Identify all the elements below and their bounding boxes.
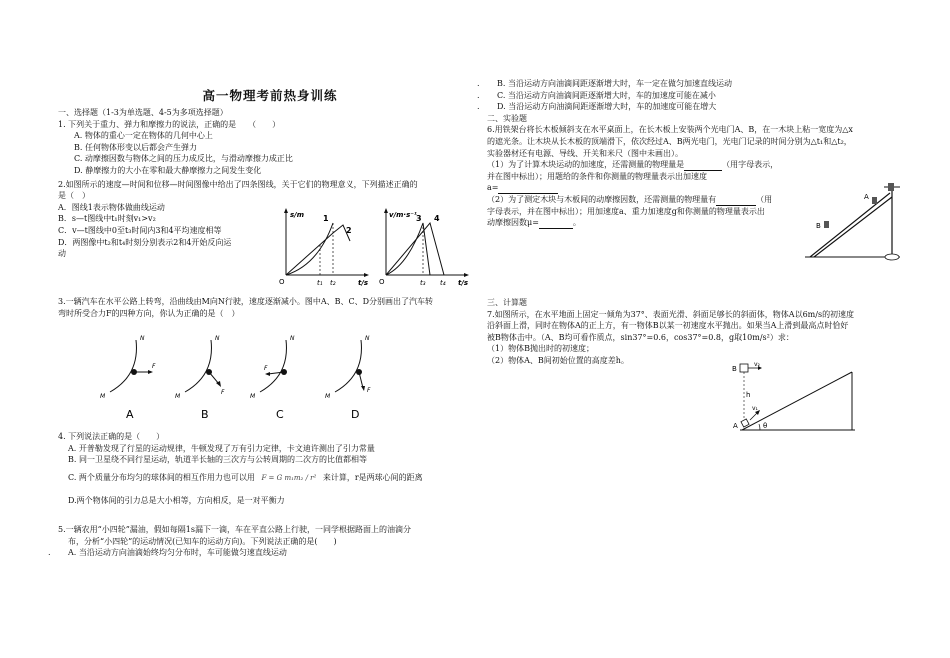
q6-mu-end: 。 <box>572 218 581 228</box>
q4-option-a: A. 开普勒发现了行星的运动规律，牛顿发现了万有引力定律，卡文迪许测出了引力常量 <box>68 443 375 453</box>
section-experiment-heading: 二、实验题 <box>487 113 527 123</box>
question-5 <box>48 524 473 559</box>
q5-option-d-text: D. 当沿运动方向油滴间距逐渐增大时，车的加速度可能在增大 <box>497 102 717 112</box>
q2-graphs <box>278 205 478 287</box>
q6-line9 <box>487 217 797 229</box>
q6-part2-text2: （用 <box>756 194 773 204</box>
q5-stem-line1: 5.一辆农用“小四轮”漏油，假如每隔1s漏下一滴，车在平直公路上行驶，一同学根据路面上的油滴分 <box>58 525 412 534</box>
v-t-line4-label: 4 <box>434 214 440 223</box>
q3-a-f: F <box>152 363 156 370</box>
q1-option-d: D. 静摩擦力的大小在零和最大静摩擦力之间发生变化 <box>74 165 262 175</box>
v-t-ylabel: v/m·s⁻¹ <box>389 211 417 219</box>
q6-blank-3[interactable] <box>716 198 756 206</box>
q6-blank-1[interactable] <box>684 163 722 171</box>
q5-stem-line2: 布，分析“小四轮”的运动情况(已知车的运动方向)。下列说法正确的是( ) <box>68 536 337 546</box>
q3-label-b: B <box>201 408 209 421</box>
q2-option-a: A．图线1表示物体做曲线运动 <box>58 202 165 212</box>
q6-line7 <box>487 194 797 206</box>
question-3 <box>58 296 473 319</box>
q3-d-n: N <box>365 335 370 342</box>
question-6 <box>487 124 853 228</box>
q5-option-a: . A. 当沿运动方向油滴始终均匀分布时，车可能做匀速直线运动 <box>48 548 287 558</box>
s-t-line1-label: 1 <box>323 214 329 223</box>
q3-option-a-figure <box>100 335 156 421</box>
q4-formula: F = G m₁m₂ / r² <box>261 473 317 482</box>
q7-line1: 7.如图所示，在水平地面上固定一倾角为37°、表面光滑、斜面足够长的斜面体，物体A以6m/s的初速度 <box>487 309 855 319</box>
q3-b-n: N <box>215 335 220 342</box>
q3-a-n: N <box>140 335 145 342</box>
v-t-xlabel: t/s <box>458 279 469 287</box>
q6-part2-text: （2）为了测定木块与木板间的动摩擦因数，还需测量的物理量有 <box>487 194 717 204</box>
q6-mu-label: 动摩擦因数μ= <box>487 218 539 228</box>
q1-option-c: C. 动摩擦因数与物体之间的压力成反比，与滑动摩擦力成正比 <box>74 154 293 164</box>
page-title: 高一物理考前热身训练 <box>202 88 338 103</box>
question-7 <box>487 297 900 367</box>
q2-option-c: C．v—t图线中0至t₃时间内3和4平均速度相等 <box>58 225 222 235</box>
s-t-t2: t₂ <box>330 279 336 287</box>
v-t-graph <box>379 208 469 287</box>
q4-option-b: B. 同一卫星绕不同行星运动，轨道半长轴的三次方与公转周期的二次方的比值都相等 <box>68 455 367 465</box>
s-t-graph <box>279 208 369 287</box>
gate-b-icon <box>824 221 829 228</box>
q5-option-b-text: B. 当沿运动方向油滴间距逐渐增大时，车一定在做匀加速直线运动 <box>497 79 732 88</box>
q7-label-b: B <box>732 365 737 373</box>
q3-label-c: C <box>276 408 284 421</box>
q2-option-b: B．s—t图线中t₁时刻v₁>v₂ <box>58 214 156 224</box>
q7-line4: （1）物体B抛出时的初速度； <box>487 344 594 354</box>
q1-option-a: A. 物体的重心一定在物体的几何中心上 <box>74 131 213 141</box>
s-t-ylabel: s/m <box>290 211 305 219</box>
section-calc-heading: 三、计算题 <box>487 298 527 307</box>
q3-c-n: N <box>290 335 295 342</box>
s-t-xlabel: t/s <box>358 279 369 287</box>
q6-blank-4[interactable] <box>539 221 573 229</box>
q3-c-m: M <box>250 393 256 400</box>
q5-option-c-text: C. 当沿运动方向油滴间距逐渐增大时，车的加速度可能在减小 <box>497 90 716 100</box>
q7-line3: 被B物体击中。（A、B均可看作质点，sin37°=0.6，cos37°=0.8，g取10m/s²）求： <box>487 332 794 342</box>
q7-label-theta: θ <box>763 422 768 430</box>
v-t-line3-label: 3 <box>416 214 422 223</box>
q3-d-f: F <box>367 387 371 394</box>
q6-label-a: A <box>864 193 869 201</box>
q6-part1-text2: （用字母表示， <box>722 160 779 170</box>
q6-a-label: a= <box>487 183 499 193</box>
q7-label-v2: v₂ <box>754 361 760 368</box>
q3-b-m: M <box>175 393 181 400</box>
q3-c-f: F <box>264 365 268 372</box>
q5-option-d: . D. 当沿运动方向油滴间距逐渐增大时，车的加速度可能在增大 <box>477 102 717 112</box>
q6-line8: 字母表示，并在图中标出）；用加速度a、重力加速度g和你测量的物理量表示出 <box>487 206 765 216</box>
q6-line3: 实验器材还有电源、导线、开关和米尺（图中未画出）。 <box>487 148 683 158</box>
question-1 <box>58 119 473 177</box>
q3-option-b-figure <box>175 335 225 421</box>
q7-incline-figure <box>730 362 860 437</box>
q2-stem-line1: 2.如图所示的速度—时间和位移—时间图像中给出了四条图线，关于它们的物理意义，下列描述正确的 <box>58 179 418 189</box>
question-4 <box>58 431 473 507</box>
v-t-t4: t₄ <box>440 279 446 287</box>
q3-option-d-figure <box>325 335 371 421</box>
q4-option-c-text: C. 两个质量分布均匀的球体间的相互作用力也可以用 <box>68 472 255 482</box>
s-t-origin: O <box>279 278 285 286</box>
q7-label-h: h <box>746 391 751 399</box>
q6-line2: 的遮光条。让木块从长木板的顶端滑下，依次经过A、B两光电门，光电门记录的时间分别为△t₁和△t₂， <box>487 136 852 146</box>
q6-line6 <box>487 182 797 194</box>
q3-a-m: M <box>100 393 106 400</box>
s-t-line2-label: 2 <box>346 226 352 235</box>
q7-line5: （2）物体A、B间初始位置的高度差h。 <box>487 355 629 365</box>
q5-option-c: . C. 当沿运动方向油滴间距逐渐增大时，车的加速度可能在减小 <box>477 90 716 100</box>
q5-option-b: . B. 当沿运动方向油滴间距逐渐增大时，车一定在做匀加速直线运动 <box>477 79 732 88</box>
q7-label-a: A <box>733 422 738 430</box>
q3-stem-line1: 3.一辆汽车在水平公路上转弯，沿曲线由M向N行驶，速度逐渐减小。图中A、B、C、D分别画出了汽车转 <box>58 297 434 306</box>
q4-stem: 4. 下列说法正确的是（ ） <box>58 432 165 441</box>
section-choice-heading: 一、选择题（1-3为单选题、4-5为多项选择题） <box>58 108 228 117</box>
q3-b-f: F <box>221 389 225 396</box>
q4-option-c <box>58 472 473 484</box>
q1-stem: 1. 下列关于重力、弹力和摩擦力的说法，正确的是 （ ） <box>58 119 281 129</box>
q6-line5: 并在图中标出）；用题给的条件和你测量的物理量表示出加速度 <box>487 171 707 181</box>
q6-label-b: B <box>816 222 821 230</box>
s-t-t1: t₁ <box>317 279 323 287</box>
q3-d-m: M <box>325 393 331 400</box>
q4-option-d: D.两个物体间的引力总是大小相等，方向相反，是一对平衡力 <box>68 496 285 506</box>
q3-curves <box>88 330 388 420</box>
v-t-t3: t₃ <box>420 279 426 287</box>
q3-option-c-figure <box>250 335 295 421</box>
q3-stem-line2: 弯时所受合力F的四种方向，你认为正确的是（ ） <box>58 308 240 318</box>
q5-option-a-text: A. 当沿运动方向油滴始终均匀分布时，车可能做匀速直线运动 <box>68 548 287 558</box>
q2-option-d-cont: 动 <box>58 249 66 259</box>
q7-label-v1: v₁ <box>752 405 758 412</box>
q6-blank-2[interactable] <box>498 186 558 194</box>
q1-option-b: B. 任何物体形变以后都会产生弹力 <box>74 142 197 152</box>
q7-block-a <box>741 419 749 427</box>
gate-a-icon <box>872 197 877 204</box>
q3-label-d: D <box>351 408 360 421</box>
q7-block-b <box>740 364 748 372</box>
v-t-origin: O <box>379 278 385 286</box>
q7-line2: 沿斜面上滑，同时在物体A的正上方，有一物体B以某一初速度水平抛出。如果当A上滑到最高点时恰好 <box>487 321 849 331</box>
q6-part1-text: （1）为了计算木块运动的加速度，还需测量的物理量是 <box>487 160 685 170</box>
q2-stem-line2: 是（ ） <box>58 191 90 201</box>
q6-incline-figure <box>800 175 910 267</box>
q3-label-a: A <box>126 408 134 421</box>
q6-line4 <box>487 159 797 171</box>
q2-option-d: D．两图像中t₂和t₄时刻分别表示2和4开始反向运 <box>58 237 232 247</box>
q6-line1: 6.用铁架台将长木板倾斜支在水平桌面上，在长木板上安装两个光电门A、B，在一木块上粘一宽度为△x <box>487 125 853 135</box>
q4-option-c-text2: 来计算，r是两球心间的距离 <box>322 472 423 482</box>
